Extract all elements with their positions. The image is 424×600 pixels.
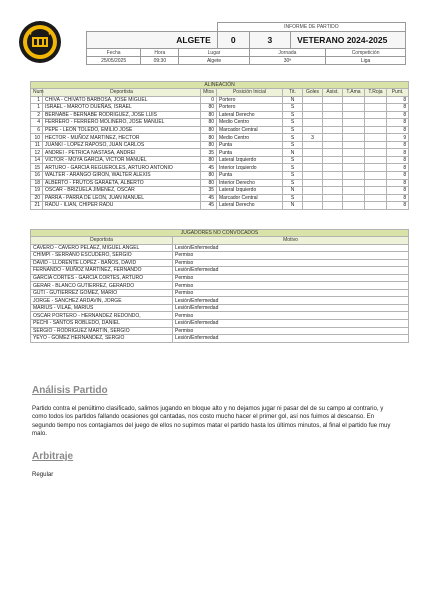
player-number: 12 [31,149,43,157]
player-assists [323,171,343,179]
player-number: 11 [31,141,43,149]
player-assists [323,126,343,134]
player-name: SERGIO - RODRIGUEZ MARTIN, SERGIO [31,327,173,335]
player-number: 15 [31,164,43,172]
player-minutes: 80 [201,111,217,119]
lineup-row [31,194,409,202]
absence-reason: Lesión/Enfermedad [173,304,409,312]
player-starter: S [283,134,303,142]
player-red-cards [365,119,387,127]
player-minutes: 80 [201,119,217,127]
player-goals [303,111,323,119]
col-posicion: Posición Inicial [217,89,283,97]
player-goals [303,126,323,134]
absence-reason: Lesión/Enfermedad [173,335,409,343]
col-tarjeta-amarilla: T.Ama [343,89,365,97]
player-yellow-cards [343,179,365,187]
player-red-cards [365,194,387,202]
player-minutes: 35 [201,149,217,157]
player-rating: 8 [387,156,409,164]
col-tarjeta-roja: T.Roja [365,89,387,97]
player-assists [323,179,343,187]
player-minutes: 0 [201,96,217,104]
player-name: ALBERTO - FRUTOS GARAETA, ALBERTO [43,179,201,187]
fecha-label: Fecha [87,49,141,57]
player-goals [303,141,323,149]
player-goals [303,194,323,202]
player-red-cards [365,149,387,157]
player-name: JORGE - SANCHEZ ARDAVIN, JORGE [31,297,173,305]
player-rating: 8 [387,104,409,112]
player-name: PECHI - SANTOS ROBLEDO, DANIEL [31,319,173,327]
lineup-row [31,126,409,134]
player-name: OSCAR PORTERO - HERNANDEZ REDONDO, [31,312,173,320]
player-rating: 8 [387,149,409,157]
not-called-up-row [31,282,409,290]
player-starter: S [283,111,303,119]
not-called-up-row [31,304,409,312]
player-number: 18 [31,179,43,187]
player-position: Interior Izquierdo [217,164,283,172]
player-red-cards [365,179,387,187]
player-rating: 8 [387,126,409,134]
player-name: PEPE - LEON TOLEDO, EMILIO JOSE [43,126,201,134]
home-score: 0 [217,32,249,49]
player-red-cards [365,156,387,164]
player-position: Punta [217,149,283,157]
player-assists [323,104,343,112]
player-name: JUANKI - LOPEZ RAPOSO, JUAN CARLOS [43,141,201,149]
player-yellow-cards [343,194,365,202]
col-puntuacion: Punt. [387,89,409,97]
jornada-value: 30ª [249,57,326,65]
player-number: 1 [31,104,43,112]
player-assists [323,202,343,210]
lineup-row [31,179,409,187]
absence-reason: Lesión/Enfermedad [173,267,409,275]
lineup-row [31,141,409,149]
not-called-up-row [31,259,409,267]
player-rating: 8 [387,202,409,210]
player-starter: N [283,187,303,195]
player-yellow-cards [343,171,365,179]
absence-reason: Permiso [173,312,409,320]
player-number: 4 [31,119,43,127]
player-name: ARTURO - GARCIA REGUEROLES, ARTURO ANTONIO [43,164,201,172]
player-name: OSCAR - BRIZUELA JIMENEZ, OSCAR [43,187,201,195]
player-yellow-cards [343,141,365,149]
player-starter: N [283,202,303,210]
player-rating: 8 [387,164,409,172]
player-yellow-cards [343,202,365,210]
player-assists [323,134,343,142]
player-red-cards [365,126,387,134]
player-number: 16 [31,171,43,179]
lineup-row [31,149,409,157]
player-name: GARCIA CORTES - GARCIA CORTES, ARTURO [31,274,173,282]
player-goals [303,164,323,172]
lugar-label: Lugar [179,49,249,57]
refereeing-heading: Arbitraje [32,451,74,462]
player-minutes: 80 [201,179,217,187]
lineup-row [31,104,409,112]
lugar-value: Algete [179,57,249,65]
player-red-cards [365,171,387,179]
player-name: FERRERO - FERRERO MOLINERO, JOSE MANUEL [43,119,201,127]
player-rating: 8 [387,119,409,127]
absence-reason: Permiso [173,259,409,267]
absence-reason: Lesión/Enfermedad [173,319,409,327]
player-minutes: 80 [201,126,217,134]
player-name: YEYO - GOMEZ HERNANDEZ, SERGIO [31,335,173,343]
player-yellow-cards [343,111,365,119]
player-minutes: 80 [201,171,217,179]
away-score: 3 [249,32,290,49]
player-yellow-cards [343,96,365,104]
player-minutes: 80 [201,156,217,164]
lineup-row [31,111,409,119]
player-starter: S [283,104,303,112]
player-name: HECTOR - MUÑOZ MARTINEZ, HECTOR [43,134,201,142]
player-name: CHIMPI - SERRANO ESCUDERO, SERGIO [31,252,173,260]
player-starter: S [283,171,303,179]
player-name: MARIUS - VILAÉ, MARIUS [31,304,173,312]
player-yellow-cards [343,156,365,164]
not-called-up-row [31,319,409,327]
col-goles: Goles [303,89,323,97]
player-assists [323,141,343,149]
player-name: FERNANDO - MUÑOZ MARTINEZ, FERNANDO [31,267,173,275]
player-name: ISRAEL - MAROTO DUEÑAS, ISRAEL [43,104,201,112]
absence-reason: Lesión/Enfermedad [173,244,409,252]
absence-reason: Permiso [173,289,409,297]
not-called-up-section-title: JUGADORES NO CONVOCADOS [31,230,409,237]
not-called-up-row [31,244,409,252]
player-minutes: 45 [201,164,217,172]
analysis-text: Partido contra el penúltimo clasificado, salimos jugando en bloque alto y no dejamos jugar ni pasar del de su campo al contrario, y como todos los partidos fallando ocasiones gol cantadas, nos costo mucho hacer el primer gol, así nos fuimos al descanso. En segundo tiempo nos contagiamos del juego de ellos no supimos matar el partido hasta los últimos minutos, al final el partido fue muy malo. [32,405,391,438]
player-yellow-cards [343,119,365,127]
player-minutes: 45 [201,202,217,210]
not-called-up-row [31,252,409,260]
player-starter: S [283,156,303,164]
player-position: Lateral Izquierdo [217,187,283,195]
player-yellow-cards [343,104,365,112]
player-assists [323,149,343,157]
club-crest-logo [18,20,62,64]
player-assists [323,119,343,127]
player-position: Punta [217,171,283,179]
player-red-cards [365,111,387,119]
col-asistencias: Asist. [323,89,343,97]
player-starter: S [283,141,303,149]
player-name: DAVID - LLORENTE LOPEZ - BAÑOS, DAVID [31,259,173,267]
player-red-cards [365,187,387,195]
player-assists [323,164,343,172]
player-yellow-cards [343,164,365,172]
player-assists [323,111,343,119]
refereeing-text: Regular [32,471,54,478]
player-starter: S [283,126,303,134]
player-position: Medio Centro [217,119,283,127]
absence-reason: Permiso [173,274,409,282]
analysis-heading: Análisis Partido [32,385,108,396]
player-rating: 8 [387,96,409,104]
player-rating: 9 [387,134,409,142]
player-starter: N [283,149,303,157]
player-position: Medio Centro [217,134,283,142]
not-called-up-row [31,297,409,305]
col-num: Num [31,89,43,97]
player-rating: 8 [387,111,409,119]
lineup-row [31,119,409,127]
player-number: 14 [31,156,43,164]
jornada-label: Jornada [249,49,326,57]
away-team: VETERANO 2024-2025 [291,32,406,49]
player-number: 1 [31,96,43,104]
player-name: RADU - ILIAN, CHIPER RADU [43,202,201,210]
col-deportista: Deportista [31,237,173,245]
player-position: Marcador Central [217,194,283,202]
player-number: 6 [31,126,43,134]
player-goals [303,149,323,157]
competicion-label: Competición [326,49,406,57]
player-goals: 3 [303,134,323,142]
player-position: Interior Derecho [217,179,283,187]
player-starter: S [283,164,303,172]
player-minutes: 45 [201,194,217,202]
player-name: CHIVA - CHIVATO BARBOSA, JOSE MIGUEL [43,96,201,104]
player-assists [323,96,343,104]
not-called-up-row [31,327,409,335]
player-minutes: 80 [201,134,217,142]
player-number: 19 [31,187,43,195]
player-minutes: 35 [201,187,217,195]
report-caption: INFORME DE PARTIDO [217,23,405,32]
player-goals [303,119,323,127]
player-goals [303,104,323,112]
competicion-value: Liga [326,57,406,65]
player-yellow-cards [343,134,365,142]
player-name: ANDREI - PETRICA NASTASA, ANDREI [43,149,201,157]
not-called-up-row [31,335,409,343]
player-goals [303,202,323,210]
lineup-table [30,81,409,210]
player-name: WALTER - ARANGO GIRON, WALTER ALEXIS [43,171,201,179]
player-rating: 8 [387,194,409,202]
player-assists [323,156,343,164]
player-yellow-cards [343,126,365,134]
lineup-row [31,134,409,142]
lineup-row [31,164,409,172]
player-starter: N [283,96,303,104]
lineup-row [31,156,409,164]
lineup-row [31,171,409,179]
player-rating: 8 [387,179,409,187]
player-yellow-cards [343,149,365,157]
player-rating: 8 [387,171,409,179]
hora-label: Hora [141,49,179,57]
player-red-cards [365,164,387,172]
player-goals [303,179,323,187]
player-red-cards [365,134,387,142]
player-goals [303,187,323,195]
lineup-row [31,96,409,104]
player-assists [323,194,343,202]
player-rating: 8 [387,187,409,195]
not-called-up-row [31,274,409,282]
col-minutos: Mtos [201,89,217,97]
absence-reason: Permiso [173,252,409,260]
player-goals [303,96,323,104]
player-name: CAVERO - CAVERO PELAEZ, MIGUEL ANGEL [31,244,173,252]
player-position: Portero [217,96,283,104]
player-position: Lateral Izquierdo [217,156,283,164]
not-called-up-row [31,312,409,320]
player-number: 2 [31,111,43,119]
col-deportista: Deportista [43,89,201,97]
player-goals [303,156,323,164]
player-red-cards [365,141,387,149]
not-called-up-table [30,229,409,343]
absence-reason: Permiso [173,282,409,290]
home-team: ALGETE [87,32,218,49]
player-number: 21 [31,202,43,210]
absence-reason: Permiso [173,327,409,335]
player-number: 10 [31,134,43,142]
player-position: Marcador Central [217,126,283,134]
player-number: 20 [31,194,43,202]
player-minutes: 80 [201,104,217,112]
player-name: VICTOR - MOYA GARCIA, VICTOR MANUEL [43,156,201,164]
player-position: Lateral Derecho [217,111,283,119]
hora-value: 09:30 [141,57,179,65]
player-starter: S [283,179,303,187]
player-name: GERAR - BLANCO GUTIERREZ, GERARDO [31,282,173,290]
not-called-up-row [31,267,409,275]
player-minutes: 80 [201,141,217,149]
player-red-cards [365,202,387,210]
player-name: GUTI - GUTIERREZ GOMEZ, MARIO [31,289,173,297]
absence-reason: Lesión/Enfermedad [173,297,409,305]
lineup-section-title: ALINEACIÓN [31,82,409,89]
player-position: Punta [217,141,283,149]
player-assists [323,187,343,195]
player-position: Portero [217,104,283,112]
player-red-cards [365,96,387,104]
player-position: Lateral Derecho [217,202,283,210]
player-yellow-cards [343,187,365,195]
player-goals [303,171,323,179]
player-rating: 8 [387,141,409,149]
not-called-up-row [31,289,409,297]
match-header [86,22,406,65]
lineup-row [31,187,409,195]
player-name: PARRA - PARRA DE LEON, JUAN MANUEL [43,194,201,202]
player-starter: S [283,119,303,127]
lineup-row [31,202,409,210]
fecha-value: 25/05/2025 [87,57,141,65]
player-starter: S [283,194,303,202]
col-motivo: Motivo [173,237,409,245]
col-titular: Tit. [283,89,303,97]
player-name: BERNABE - BERNABE RODRIGUEZ, JOSE LUIS [43,111,201,119]
player-red-cards [365,104,387,112]
